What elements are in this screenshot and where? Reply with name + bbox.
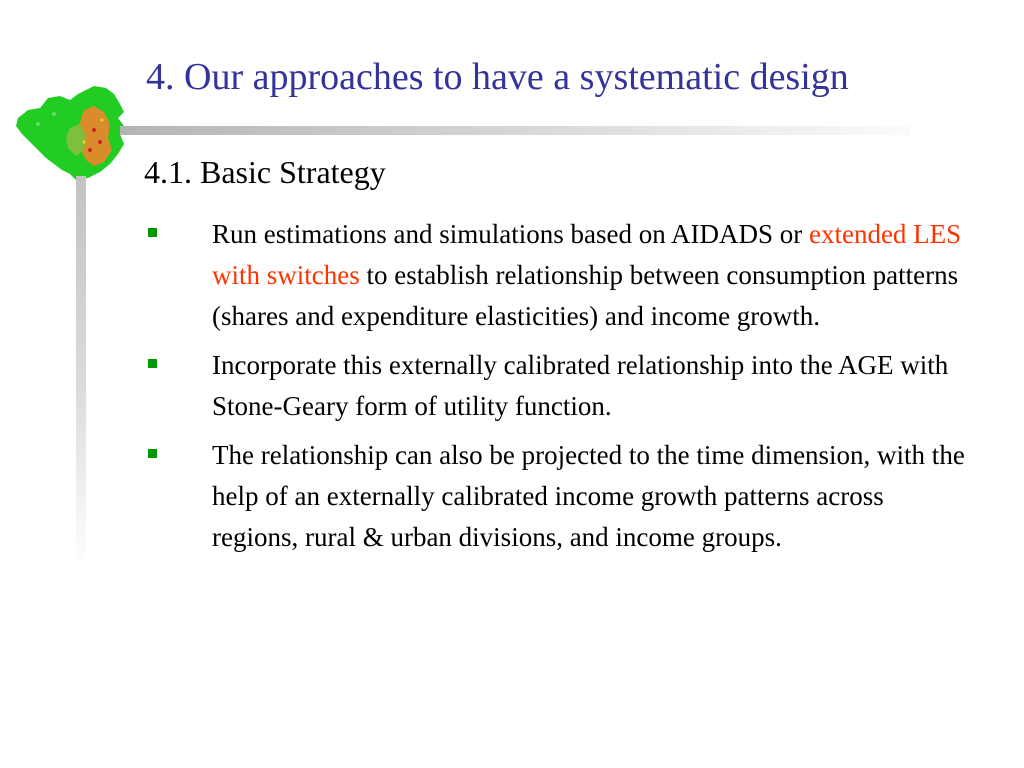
bullet-text-2: Incorporate this externally calibrated relationship into the AGE with Stone-Geary form of utility function. (212, 350, 949, 421)
map-dot-red-3 (88, 148, 92, 152)
bullet-item-2 (146, 345, 976, 427)
map-dot-yellow-2 (82, 140, 85, 143)
section-heading: 4.1. Basic Strategy (144, 154, 386, 190)
bullet-text-3: The relationship can also be projected to the time dimension, with the help of an externally calibrated income growth patterns across regions, rural & urban divisions, and income groups. (212, 440, 965, 552)
map-dot-green-2 (52, 112, 56, 116)
side-divider (76, 176, 86, 568)
map-dot-green-1 (36, 122, 40, 126)
china-map-icon (14, 84, 134, 184)
map-dot-yellow-1 (100, 118, 103, 121)
map-dot-red-2 (98, 140, 102, 144)
bullet-item-1 (146, 214, 976, 337)
bullet-text-1b: to establish relationship between consumption patterns (shares and expenditure elasticities) and income growth. (212, 260, 959, 331)
bullet-item-3 (146, 435, 976, 558)
bullet-highlight: extended LES with switches (212, 219, 962, 290)
map-dot-red-1 (92, 128, 96, 132)
slide-title: 4. Our approaches to have a systematic design (146, 56, 849, 98)
square-bullet-icon (148, 359, 157, 368)
bullet-text-1a: Run estimations and simulations based on AIDADS or (212, 219, 809, 249)
square-bullet-icon (148, 449, 157, 458)
bullet-list (146, 214, 976, 566)
title-divider (120, 126, 910, 135)
square-bullet-icon (148, 228, 157, 237)
